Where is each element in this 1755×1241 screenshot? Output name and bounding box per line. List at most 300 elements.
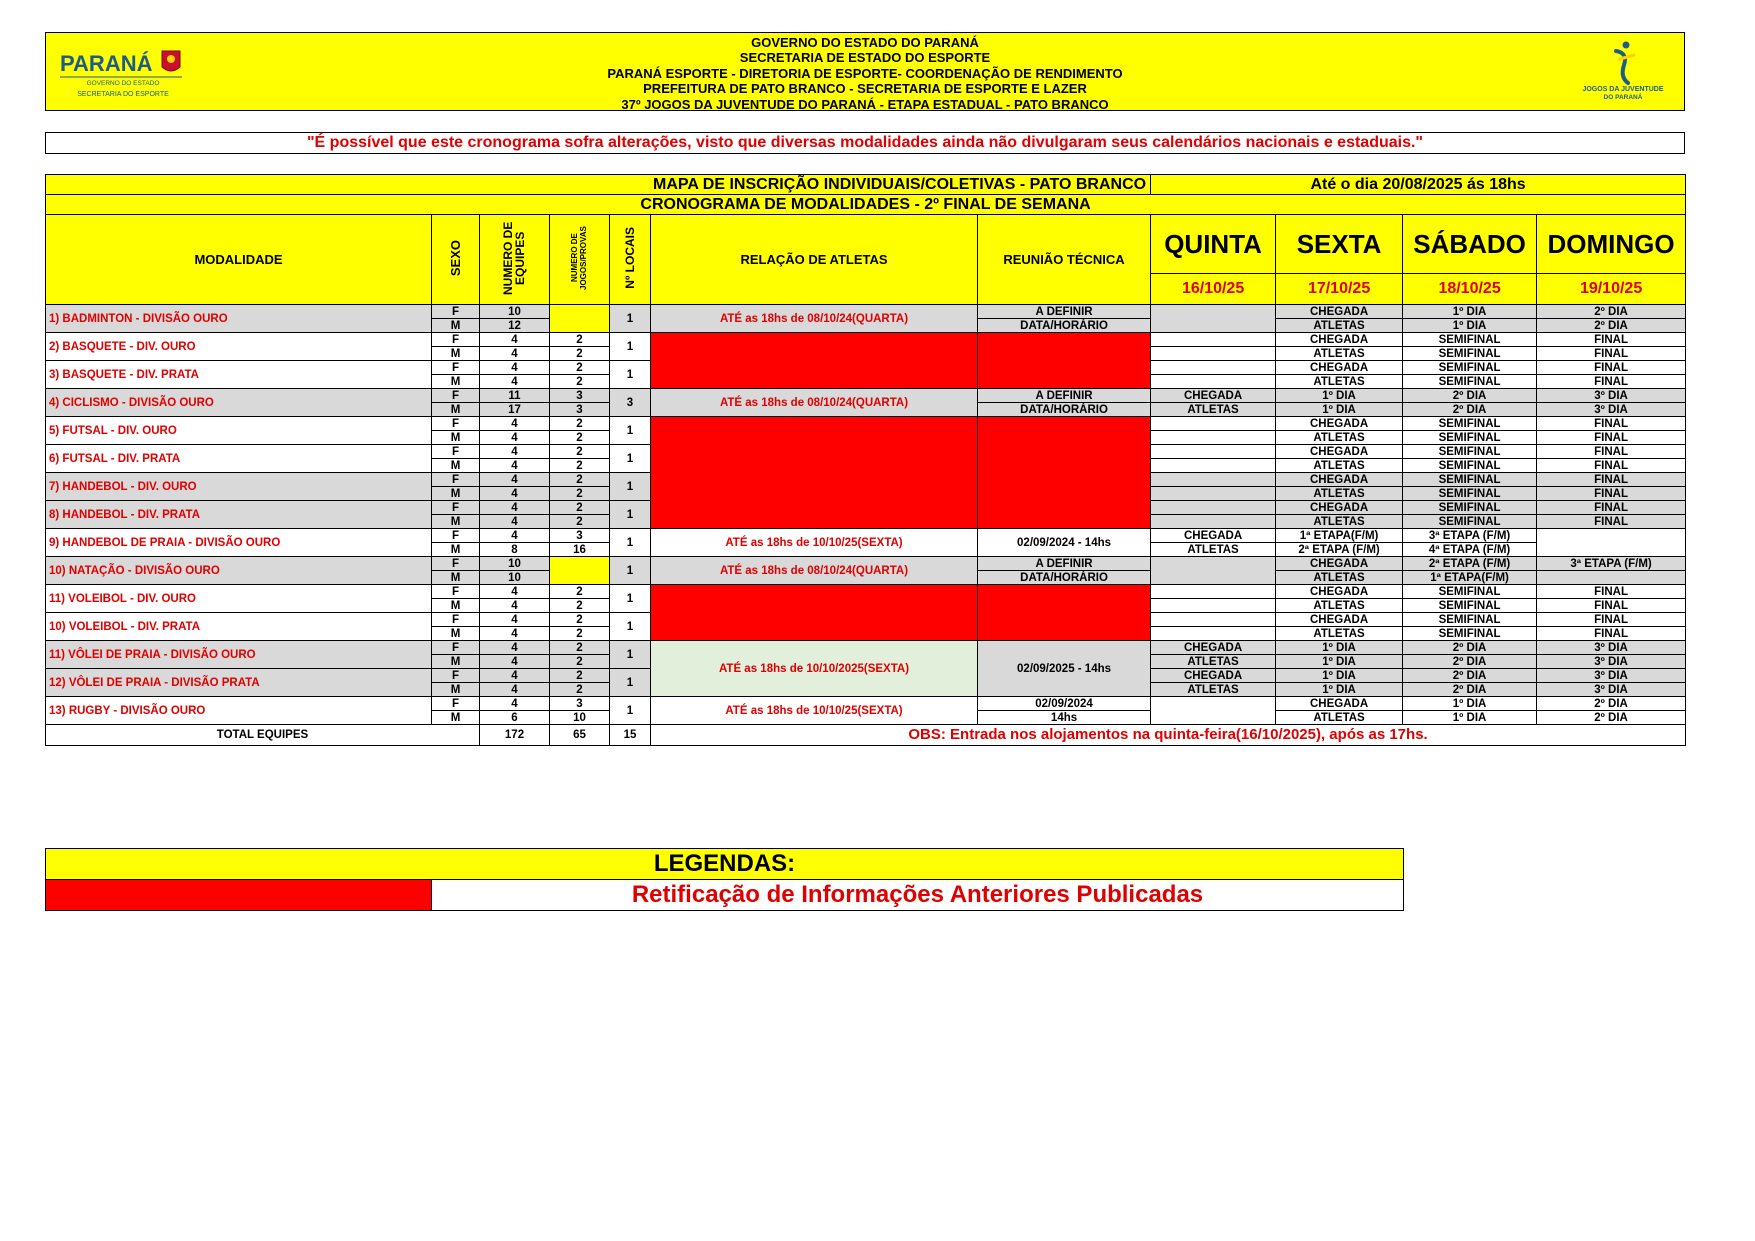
sex-m: M: [432, 711, 480, 725]
sexta-cell: CHEGADA: [1276, 697, 1403, 711]
header-line-2: SECRETARIA DE ESTADO DO ESPORTE: [739, 50, 991, 66]
quinta-cell: CHEGADA: [1151, 641, 1276, 655]
table-row: [46, 641, 1686, 655]
date-quinta: 16/10/25: [1151, 274, 1276, 305]
modality-name: 3) BASQUETE - DIV. PRATA: [46, 361, 432, 389]
logo-sub1: GOVERNO DO ESTADO: [86, 80, 160, 87]
athlete-list-deadline: ATÉ as 18hs de 08/10/24(QUARTA): [651, 557, 978, 585]
domingo-cell: FINAL: [1537, 515, 1686, 529]
locations: 1: [610, 361, 651, 389]
quinta-cell: [1151, 305, 1276, 333]
teams-f: 11: [480, 389, 550, 403]
sabado-cell: SEMIFINAL: [1403, 473, 1537, 487]
domingo-cell: 3º DIA: [1537, 669, 1686, 683]
sexta-cell: 1ª ETAPA(F/M): [1276, 529, 1403, 543]
col-modalidade: MODALIDADE: [46, 215, 432, 305]
teams-m: 17: [480, 403, 550, 417]
tech-meeting: A DEFINIR: [978, 389, 1151, 403]
teams-m: 4: [480, 683, 550, 697]
rectified-cell: [651, 333, 978, 389]
teams-m: 12: [480, 319, 550, 333]
locations: 1: [610, 333, 651, 361]
domingo-cell: FINAL: [1537, 333, 1686, 347]
games-m: 2: [550, 459, 610, 473]
domingo-cell: FINAL: [1537, 473, 1686, 487]
modality-name: 1) BADMINTON - DIVISÃO OURO: [46, 305, 432, 333]
quinta-cell: [1151, 445, 1276, 459]
domingo-cell: 3ª ETAPA (F/M): [1537, 557, 1686, 571]
accommodation-note: OBS: Entrada nos alojamentos na quinta-feira(16/10/2025), após as 17hs.: [651, 725, 1686, 746]
sabado-cell: 2º DIA: [1403, 683, 1537, 697]
teams-f: 4: [480, 501, 550, 515]
sex-f: F: [432, 529, 480, 543]
games-f: 2: [550, 445, 610, 459]
sabado-cell: SEMIFINAL: [1403, 445, 1537, 459]
total-row: [46, 725, 1686, 746]
quinta-cell: CHEGADA: [1151, 669, 1276, 683]
sexta-cell: ATLETAS: [1276, 487, 1403, 501]
modality-name: 7) HANDEBOL - DIV. OURO: [46, 473, 432, 501]
games-m: 2: [550, 431, 610, 445]
header-line-3: PARANÁ ESPORTE - DIRETORIA DE ESPORTE- COORDENAÇÃO DE RENDIMENTO: [607, 65, 1123, 81]
teams-f: 4: [480, 361, 550, 375]
teams-f: 4: [480, 641, 550, 655]
teams-m: 10: [480, 571, 550, 585]
sex-f: F: [432, 585, 480, 599]
domingo-cell: 2º DIA: [1537, 697, 1686, 711]
quinta-cell: [1151, 515, 1276, 529]
teams-m: 4: [480, 627, 550, 641]
sex-f: F: [432, 613, 480, 627]
games-m: 16: [550, 543, 610, 557]
teams-f: 4: [480, 697, 550, 711]
modality-name: 11) VOLEIBOL - DIV. OURO: [46, 585, 432, 613]
sabado-cell: SEMIFINAL: [1403, 333, 1537, 347]
sabado-cell: 3ª ETAPA (F/M): [1403, 529, 1537, 543]
tech-meeting: DATA/HORÁRIO: [978, 319, 1151, 333]
col-jogos: NUMERO DE JOGOS/PROVAS: [569, 226, 588, 290]
sexta-cell: ATLETAS: [1276, 627, 1403, 641]
quinta-cell: [1151, 501, 1276, 515]
domingo-cell: FINAL: [1537, 417, 1686, 431]
sex-f: F: [432, 361, 480, 375]
quinta-cell: [1151, 333, 1276, 347]
schedule-change-notice: "É possível que este cronograma sofra alterações, visto que diversas modalidades ainda não divulgaram seus calendários nacionais e estaduais.": [45, 132, 1685, 154]
domingo-cell: FINAL: [1537, 445, 1686, 459]
teams-m: 4: [480, 487, 550, 501]
sexta-cell: ATLETAS: [1276, 459, 1403, 473]
games-f: 3: [550, 529, 610, 543]
athlete-list-deadline: ATÉ as 18hs de 10/10/25(SEXTA): [651, 529, 978, 557]
games-f: 3: [550, 697, 610, 711]
total-games: 65: [550, 725, 610, 746]
sabado-cell: 2º DIA: [1403, 389, 1537, 403]
sabado-cell: 1º DIA: [1403, 305, 1537, 319]
quinta-cell: [1151, 613, 1276, 627]
quinta-cell: [1151, 347, 1276, 361]
sexta-cell: 1º DIA: [1276, 641, 1403, 655]
sex-m: M: [432, 683, 480, 697]
locations: 1: [610, 473, 651, 501]
sexta-cell: ATLETAS: [1276, 599, 1403, 613]
col-locais: Nº LOCAIS: [623, 227, 637, 289]
sexta-cell: ATLETAS: [1276, 711, 1403, 725]
table-row: [46, 333, 1686, 347]
domingo-cell: FINAL: [1537, 431, 1686, 445]
domingo-cell: FINAL: [1537, 627, 1686, 641]
athlete-list-deadline: ATÉ as 18hs de 10/10/2025(SEXTA): [651, 641, 978, 697]
sex-f: F: [432, 389, 480, 403]
col-sexo: SEXO: [447, 239, 463, 277]
header-line-4: PREFEITURA DE PATO BRANCO - SECRETARIA DE ESPORTE E LAZER: [643, 81, 1087, 97]
locations: 1: [610, 585, 651, 613]
domingo-cell: 3º DIA: [1537, 683, 1686, 697]
sabado-cell: 1º DIA: [1403, 319, 1537, 333]
games-m: 2: [550, 599, 610, 613]
games-m: 2: [550, 627, 610, 641]
games-f: 2: [550, 641, 610, 655]
total-teams: 172: [480, 725, 550, 746]
modality-name: 8) HANDEBOL - DIV. PRATA: [46, 501, 432, 529]
sexta-cell: CHEGADA: [1276, 305, 1403, 319]
quinta-cell: ATLETAS: [1151, 655, 1276, 669]
table-row: [46, 697, 1686, 711]
rectified-cell: [978, 585, 1151, 641]
domingo-cell: 3º DIA: [1537, 403, 1686, 417]
tech-meeting: A DEFINIR: [978, 305, 1151, 319]
sex-f: F: [432, 305, 480, 319]
games-m: 2: [550, 375, 610, 389]
sabado-cell: 2º DIA: [1403, 669, 1537, 683]
quinta-cell: ATLETAS: [1151, 543, 1276, 557]
quinta-cell: CHEGADA: [1151, 529, 1276, 543]
day-quinta: QUINTA: [1151, 215, 1276, 274]
teams-m: 6: [480, 711, 550, 725]
sex-m: M: [432, 627, 480, 641]
domingo-cell: 2º DIA: [1537, 319, 1686, 333]
domingo-cell: FINAL: [1537, 361, 1686, 375]
rectified-cell: [651, 417, 978, 529]
games-m: 10: [550, 711, 610, 725]
sabado-cell: SEMIFINAL: [1403, 515, 1537, 529]
quinta-cell: ATLETAS: [1151, 403, 1276, 417]
teams-m: 4: [480, 655, 550, 669]
modality-name: 4) CICLISMO - DIVISÃO OURO: [46, 389, 432, 417]
locations: 1: [610, 641, 651, 669]
sex-f: F: [432, 417, 480, 431]
domingo-cell: FINAL: [1537, 613, 1686, 627]
tech-meeting: 14hs: [978, 711, 1151, 725]
logo-parana-text: PARANÁ: [60, 51, 153, 76]
teams-m: 8: [480, 543, 550, 557]
quinta-cell: [1151, 361, 1276, 375]
modality-name: 9) HANDEBOL DE PRAIA - DIVISÃO OURO: [46, 529, 432, 557]
domingo-cell: 3º DIA: [1537, 389, 1686, 403]
domingo-cell: 2º DIA: [1537, 305, 1686, 319]
sex-m: M: [432, 431, 480, 445]
sex-m: M: [432, 319, 480, 333]
sabado-cell: SEMIFINAL: [1403, 487, 1537, 501]
teams-m: 4: [480, 375, 550, 389]
domingo-cell: FINAL: [1537, 347, 1686, 361]
sex-m: M: [432, 375, 480, 389]
sexta-cell: CHEGADA: [1276, 613, 1403, 627]
table-row: [46, 305, 1686, 319]
games-m: 2: [550, 515, 610, 529]
teams-f: 4: [480, 529, 550, 543]
sex-m: M: [432, 543, 480, 557]
domingo-cell: FINAL: [1537, 501, 1686, 515]
games-f: 2: [550, 417, 610, 431]
legend-title: LEGENDAS:: [46, 849, 1404, 880]
date-sabado: 18/10/25: [1403, 274, 1537, 305]
games-f: 2: [550, 613, 610, 627]
domingo-cell: FINAL: [1537, 599, 1686, 613]
sex-m: M: [432, 655, 480, 669]
header-line-1: GOVERNO DO ESTADO DO PARANÁ: [751, 35, 979, 50]
table-subtitle: CRONOGRAMA DE MODALIDADES - 2º FINAL DE SEMANA: [46, 195, 1686, 215]
sabado-cell: 2º DIA: [1403, 655, 1537, 669]
jogos-juventude-logo: [1580, 39, 1666, 101]
quinta-cell: [1151, 585, 1276, 599]
teams-f: 4: [480, 669, 550, 683]
registration-deadline: Até o dia 20/08/2025 ás 18hs: [1151, 175, 1686, 195]
teams-f: 4: [480, 585, 550, 599]
domingo-cell: FINAL: [1537, 585, 1686, 599]
sabado-cell: 1ª ETAPA(F/M): [1403, 571, 1537, 585]
games-m: 2: [550, 487, 610, 501]
quinta-cell: [1151, 599, 1276, 613]
tech-meeting: A DEFINIR: [978, 557, 1151, 571]
sexta-cell: CHEGADA: [1276, 361, 1403, 375]
sex-m: M: [432, 571, 480, 585]
teams-f: 4: [480, 473, 550, 487]
games-f: 2: [550, 669, 610, 683]
sexta-cell: 1º DIA: [1276, 683, 1403, 697]
sexta-cell: CHEGADA: [1276, 417, 1403, 431]
legend-table: [45, 848, 1404, 911]
sexta-cell: 1º DIA: [1276, 669, 1403, 683]
logo-sub2: SECRETARIA DO ESPORTE: [77, 91, 169, 98]
sabado-cell: SEMIFINAL: [1403, 599, 1537, 613]
modality-name: 10) VOLEIBOL - DIV. PRATA: [46, 613, 432, 641]
domingo-cell: [1537, 529, 1686, 557]
sexta-cell: CHEGADA: [1276, 501, 1403, 515]
day-sexta: SEXTA: [1276, 215, 1403, 274]
modality-name: 2) BASQUETE - DIV. OURO: [46, 333, 432, 361]
legend-red-label: Retificação de Informações Anteriores Publicadas: [432, 880, 1404, 911]
teams-m: 4: [480, 599, 550, 613]
quinta-cell: [1151, 417, 1276, 431]
quinta-cell: [1151, 557, 1276, 585]
table-row: [46, 557, 1686, 571]
sexta-cell: ATLETAS: [1276, 319, 1403, 333]
tech-meeting: 02/09/2024: [978, 697, 1151, 711]
sabado-cell: 4ª ETAPA (F/M): [1403, 543, 1537, 557]
domingo-cell: FINAL: [1537, 459, 1686, 473]
rectified-cell: [978, 417, 1151, 529]
teams-f: 4: [480, 417, 550, 431]
games-m: 3: [550, 403, 610, 417]
rectified-cell: [651, 585, 978, 641]
quinta-cell: [1151, 487, 1276, 501]
table-row: [46, 585, 1686, 599]
modality-name: 6) FUTSAL - DIV. PRATA: [46, 445, 432, 473]
table-row: [46, 529, 1686, 543]
date-sexta: 17/10/25: [1276, 274, 1403, 305]
sabado-cell: 2ª ETAPA (F/M): [1403, 557, 1537, 571]
games-f: 3: [550, 389, 610, 403]
teams-f: 10: [480, 557, 550, 571]
athlete-list-deadline: ATÉ as 18hs de 10/10/25(SEXTA): [651, 697, 978, 725]
locations: 1: [610, 529, 651, 557]
sexta-cell: 1º DIA: [1276, 655, 1403, 669]
total-label: TOTAL EQUIPES: [46, 725, 480, 746]
locations: 1: [610, 417, 651, 445]
quinta-cell: [1151, 375, 1276, 389]
teams-f: 4: [480, 613, 550, 627]
games-m: 2: [550, 655, 610, 669]
sabado-cell: SEMIFINAL: [1403, 375, 1537, 389]
sexta-cell: CHEGADA: [1276, 445, 1403, 459]
locations: 3: [610, 389, 651, 417]
sexta-cell: CHEGADA: [1276, 585, 1403, 599]
sabado-cell: SEMIFINAL: [1403, 501, 1537, 515]
sabado-cell: SEMIFINAL: [1403, 361, 1537, 375]
col-reuniao: REUNIÃO TÉCNICA: [978, 215, 1151, 305]
domingo-cell: [1537, 571, 1686, 585]
table-row: [46, 389, 1686, 403]
teams-m: 4: [480, 347, 550, 361]
games-m: 2: [550, 683, 610, 697]
games-m: 2: [550, 347, 610, 361]
sabado-cell: 1º DIA: [1403, 711, 1537, 725]
sex-m: M: [432, 599, 480, 613]
sex-f: F: [432, 501, 480, 515]
teams-f: 4: [480, 333, 550, 347]
sabado-cell: SEMIFINAL: [1403, 627, 1537, 641]
quinta-cell: ATLETAS: [1151, 683, 1276, 697]
games-f: 2: [550, 501, 610, 515]
games-f: 2: [550, 585, 610, 599]
logo-right-line1: JOGOS DA JUVENTUDE: [1582, 86, 1664, 93]
teams-m: 4: [480, 431, 550, 445]
table-title: MAPA DE INSCRIÇÃO INDIVIDUAIS/COLETIVAS - PATO BRANCO: [46, 175, 1151, 195]
games-empty: [550, 305, 610, 333]
sexta-cell: 2ª ETAPA (F/M): [1276, 543, 1403, 557]
sex-m: M: [432, 487, 480, 501]
tech-meeting: 02/09/2024 - 14hs: [978, 529, 1151, 557]
teams-m: 4: [480, 515, 550, 529]
date-domingo: 19/10/25: [1537, 274, 1686, 305]
sexta-cell: CHEGADA: [1276, 473, 1403, 487]
sex-f: F: [432, 557, 480, 571]
sex-m: M: [432, 459, 480, 473]
sabado-cell: SEMIFINAL: [1403, 585, 1537, 599]
quinta-cell: [1151, 473, 1276, 487]
sex-f: F: [432, 697, 480, 711]
total-locations: 15: [610, 725, 651, 746]
domingo-cell: FINAL: [1537, 375, 1686, 389]
sabado-cell: 2º DIA: [1403, 641, 1537, 655]
col-relacao: RELAÇÃO DE ATLETAS: [651, 215, 978, 305]
teams-f: 10: [480, 305, 550, 319]
sexta-cell: 1º DIA: [1276, 403, 1403, 417]
quinta-cell: [1151, 459, 1276, 473]
modality-name: 11) VÔLEI DE PRAIA - DIVISÃO OURO: [46, 641, 432, 669]
sabado-cell: 2º DIA: [1403, 403, 1537, 417]
sabado-cell: SEMIFINAL: [1403, 347, 1537, 361]
teams-m: 4: [480, 459, 550, 473]
sabado-cell: 1º DIA: [1403, 697, 1537, 711]
teams-f: 4: [480, 445, 550, 459]
rectified-cell: [978, 333, 1151, 389]
sexta-cell: 1º DIA: [1276, 389, 1403, 403]
locations: 1: [610, 697, 651, 725]
games-f: 2: [550, 361, 610, 375]
sex-f: F: [432, 445, 480, 459]
sabado-cell: SEMIFINAL: [1403, 613, 1537, 627]
modality-name: 12) VÔLEI DE PRAIA - DIVISÃO PRATA: [46, 669, 432, 697]
domingo-cell: FINAL: [1537, 487, 1686, 501]
domingo-cell: 2º DIA: [1537, 711, 1686, 725]
tech-meeting: DATA/HORÁRIO: [978, 571, 1151, 585]
sex-f: F: [432, 473, 480, 487]
header-text-block: [46, 35, 1684, 112]
table-row: [46, 417, 1686, 431]
sexta-cell: ATLETAS: [1276, 347, 1403, 361]
day-sabado: SÁBADO: [1403, 215, 1537, 274]
sexta-cell: ATLETAS: [1276, 431, 1403, 445]
modality-name: 13) RUGBY - DIVISÃO OURO: [46, 697, 432, 725]
quinta-cell: [1151, 431, 1276, 445]
modality-name: 5) FUTSAL - DIV. OURO: [46, 417, 432, 445]
domingo-cell: 3º DIA: [1537, 655, 1686, 669]
games-empty: [550, 557, 610, 585]
games-f: 2: [550, 333, 610, 347]
sex-m: M: [432, 347, 480, 361]
games-f: 2: [550, 473, 610, 487]
locations: 1: [610, 501, 651, 529]
locations: 1: [610, 305, 651, 333]
athlete-list-deadline: ATÉ as 18hs de 08/10/24(QUARTA): [651, 305, 978, 333]
sabado-cell: SEMIFINAL: [1403, 459, 1537, 473]
locations: 1: [610, 557, 651, 585]
sex-f: F: [432, 669, 480, 683]
document-header: [45, 32, 1685, 111]
locations: 1: [610, 669, 651, 697]
quinta-cell: [1151, 627, 1276, 641]
tech-meeting: DATA/HORÁRIO: [978, 403, 1151, 417]
domingo-cell: 3º DIA: [1537, 641, 1686, 655]
legend-red-swatch: [46, 880, 432, 911]
sex-m: M: [432, 515, 480, 529]
quinta-cell: [1151, 697, 1276, 725]
day-domingo: DOMINGO: [1537, 215, 1686, 274]
locations: 1: [610, 613, 651, 641]
athlete-icon: [1616, 42, 1634, 84]
sex-f: F: [432, 333, 480, 347]
locations: 1: [610, 445, 651, 473]
modality-name: 10) NATAÇÃO - DIVISÃO OURO: [46, 557, 432, 585]
schedule-table: [45, 174, 1686, 746]
header-line-5: 37º JOGOS DA JUVENTUDE DO PARANÁ - ETAPA ESTADUAL - PATO BRANCO: [621, 96, 1109, 112]
sabado-cell: SEMIFINAL: [1403, 431, 1537, 445]
sexta-cell: CHEGADA: [1276, 333, 1403, 347]
sex-m: M: [432, 403, 480, 417]
athlete-list-deadline: ATÉ as 18hs de 08/10/24(QUARTA): [651, 389, 978, 417]
sexta-cell: ATLETAS: [1276, 571, 1403, 585]
